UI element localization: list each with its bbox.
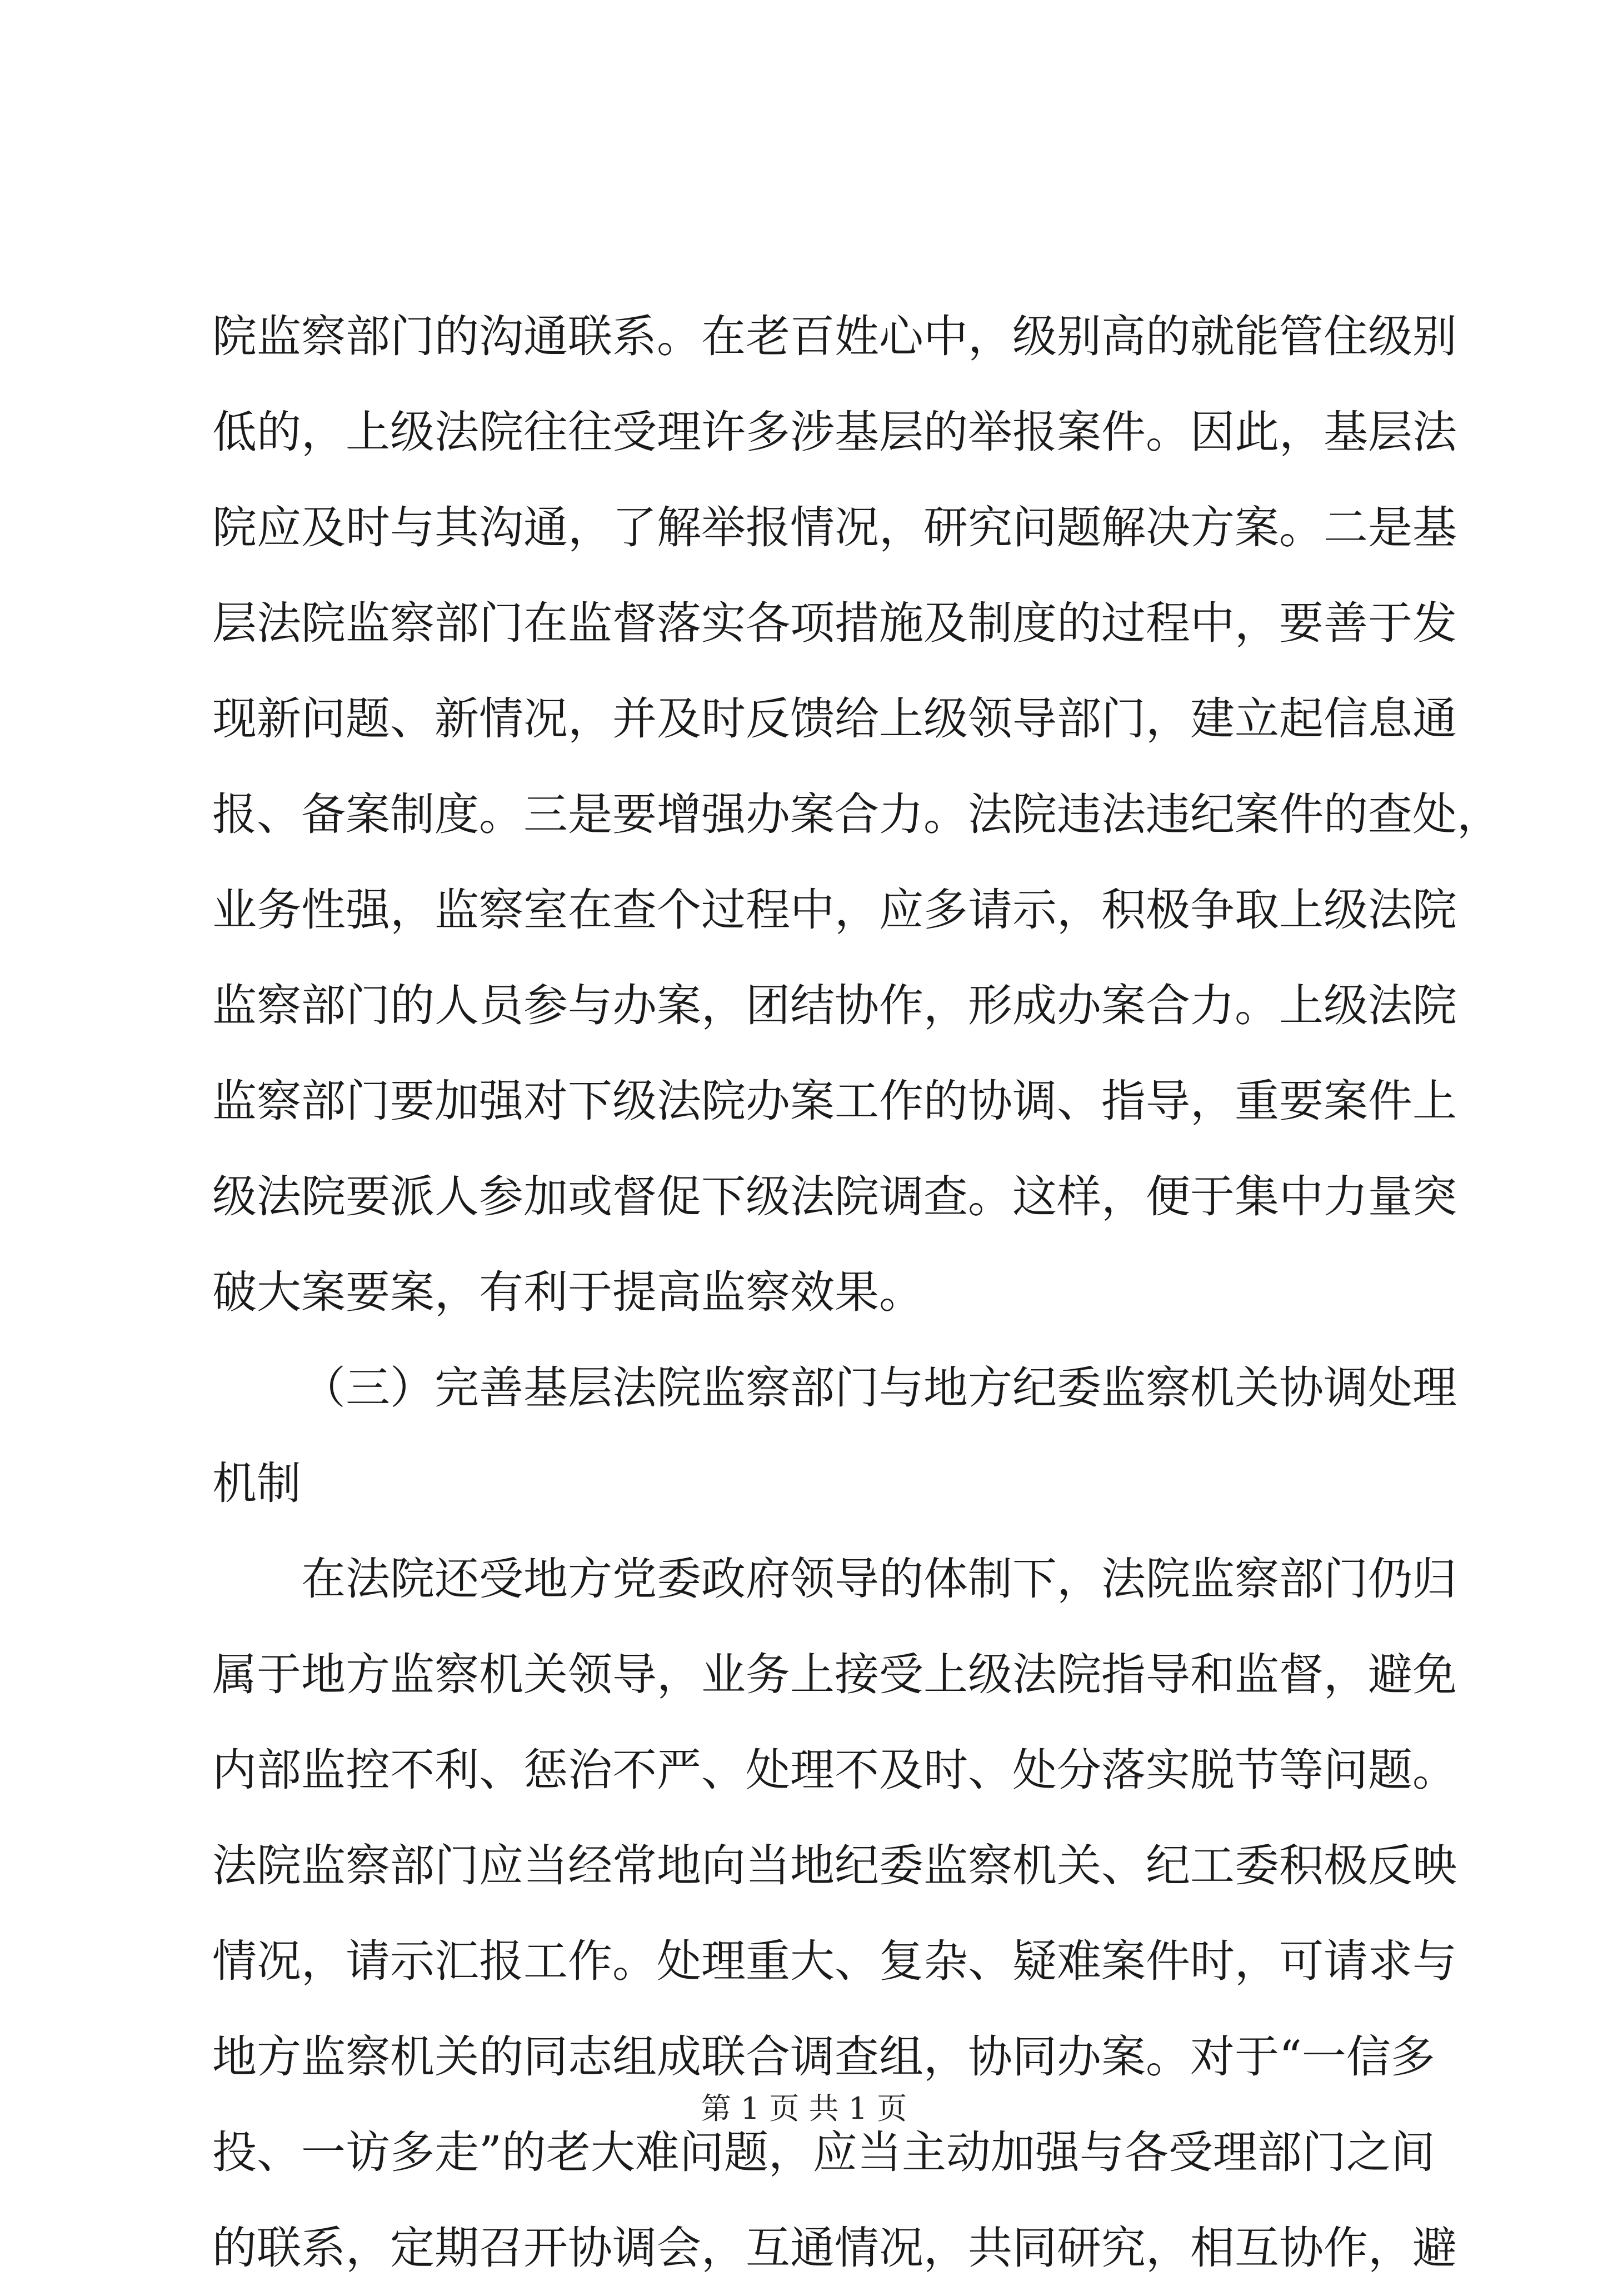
text-line: 在法院还受地方党委政府领导的体制下，法院监察部门仍归 — [301, 1553, 1457, 1605]
text-line: 现新问题、新情况，并及时反馈给上级领导部门，建立起信息通 — [212, 693, 1457, 745]
page-number-footer: 第 1 页 共 1 页 — [701, 2091, 907, 2126]
text-line: 情况，请示汇报工作。处理重大、复杂、疑难案件时，可请求与 — [212, 1935, 1457, 1987]
text-line: 级法院要派人参加或督促下级法院调查。这样，便于集中力量突 — [212, 1171, 1457, 1222]
text-line: 属于地方监察机关领导，业务上接受上级法院指导和监督，避免 — [212, 1649, 1457, 1700]
text-line: 内部监控不利、惩治不严、处理不及时、处分落实脱节等问题。 — [212, 1744, 1457, 1796]
text-line: 的联系，定期召开协调会，互通情况，共同研究，相互协作，避 — [212, 2222, 1457, 2274]
text-line: 地方监察机关的同志组成联合调查组，协同办案。对于“一信多 — [212, 2031, 1435, 2083]
text-line: 业务性强，监察室在查个过程中，应多请示，积极争取上级法院 — [212, 884, 1457, 936]
section-heading: （三）完善基层法院监察部门与地方纪委监察机关协调处理 — [301, 1362, 1457, 1414]
text-line: 投、一访多走”的老大难问题，应当主动加强与各受理部门之间 — [212, 2127, 1435, 2178]
text-line: 监察部门的人员参与办案，团结协作，形成办案合力。上级法院 — [212, 980, 1457, 1031]
text-line: 层法院监察部门在监督落实各项措施及制度的过程中，要善于发 — [212, 597, 1457, 649]
text-line: 低的，上级法院往往受理许多涉基层的举报案件。因此，基层法 — [212, 406, 1457, 458]
text-line: 报、备案制度。三是要增强办案合力。法院违法违纪案件的查处， — [212, 788, 1501, 840]
text-line: 监察部门要加强对下级法院办案工作的协调、指导，重要案件上 — [212, 1075, 1457, 1127]
text-line: 破大案要案，有利于提高监察效果。 — [212, 1266, 923, 1318]
body-text — [212, 289, 1501, 2296]
text-line: 院应及时与其沟通，了解举报情况，研究问题解决方案。二是基 — [212, 502, 1457, 553]
text-line: 法院监察部门应当经常地向当地纪委监察机关、纪工委积极反映 — [212, 1840, 1457, 1891]
section-heading-continued: 机制 — [212, 1458, 301, 1509]
text-line: 院监察部门的沟通联系。在老百姓心中，级别高的就能管住级别 — [212, 311, 1457, 362]
